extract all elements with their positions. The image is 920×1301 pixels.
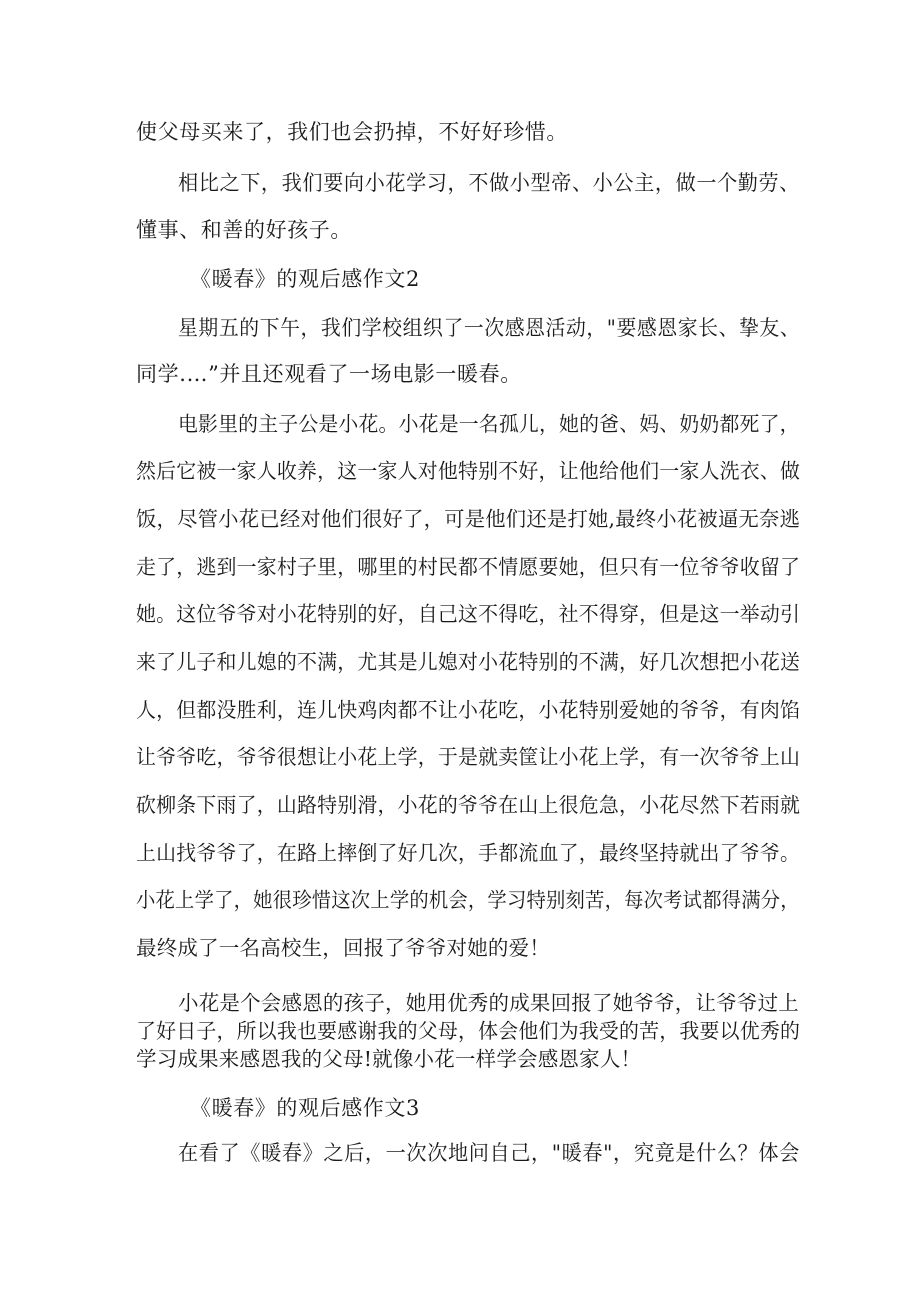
text-line: 人，但都没胜利，连儿快鸡肉都不让小花吃，小花特别爱她的爷爷，有肉馅 xyxy=(136,698,801,722)
text-line: 小花是个会感恩的孩子，她用优秀的成果回报了她爷爷，让爷爷过上 xyxy=(178,991,799,1015)
text-line: 饭，尽管小花已经对他们很好了，可是他们还是打她,最终小花被逼无奈逃 xyxy=(136,507,801,531)
text-line: 相比之下，我们要向小花学习，不做小型帝、小公主，做一个勤劳、 xyxy=(178,171,801,195)
section-heading: 《暖春》的观后感作文2 xyxy=(190,267,420,291)
text-line: 星期五的下午，我们学校组织了一次感恩活动，"要感恩家长、挚友、 xyxy=(178,316,801,340)
text-line: 电影里的主子公是小花。小花是一名孤儿，她的爸、妈、奶奶都死了， xyxy=(178,412,800,436)
text-line: 来了儿子和儿媳的不满，尤其是儿媳对小花特别的不满，好几次想把小花送 xyxy=(136,650,801,674)
text-line: 走了，逃到一家村子里，哪里的村民都不情愿要她，但只有一位爷爷收留了 xyxy=(136,555,801,579)
text-line: 使父母买来了，我们也会扔掉，不好好珍惜。 xyxy=(136,120,568,144)
text-line: 上山找爷爷了，在路上摔倒了好几次，手都流血了，最终坚持就出了爷爷。 xyxy=(136,841,801,865)
text-line: 学习成果来感恩我的父母!就像小花一样学会感恩家人！ xyxy=(136,1047,642,1071)
text-line: 她。这位爷爷对小花特别的好，自己这不得吃，社不得穿，但是这一举动引 xyxy=(136,602,801,626)
text-line: 了好日子，所以我也要感谢我的父母，体会他们为我受的苦，我要以优秀的 xyxy=(136,1019,801,1043)
text-line: 同学.…”并且还观看了一场电影一暖春。 xyxy=(136,362,522,386)
text-line: 砍柳条下雨了，山路特别滑，小花的爷爷在山上很危急，小花尽然下若雨就 xyxy=(136,793,801,817)
text-line: 然后它被一家人收养，这一家人对他特别不好，让他给他们一家人洗衣、做 xyxy=(136,459,801,483)
text-line: 在看了《暖春》之后，一次次地问自己，"暖春"，究竟是什么？体会 xyxy=(178,1141,800,1165)
text-line: 小花上学了，她很珍惜这次上学的机会，学习特别刻苦，每次考试都得满分， xyxy=(136,888,800,912)
section-heading: 《暖春》的观后感作文3 xyxy=(190,1096,420,1120)
text-line: 最终成了一名高校生，回报了爷爷对她的爱！ xyxy=(136,936,550,960)
text-line: 懂事、和善的好孩子。 xyxy=(136,218,352,242)
text-line: 让爷爷吃，爷爷很想让小花上学，于是就卖筐让小花上学，有一次爷爷上山 xyxy=(136,745,801,769)
